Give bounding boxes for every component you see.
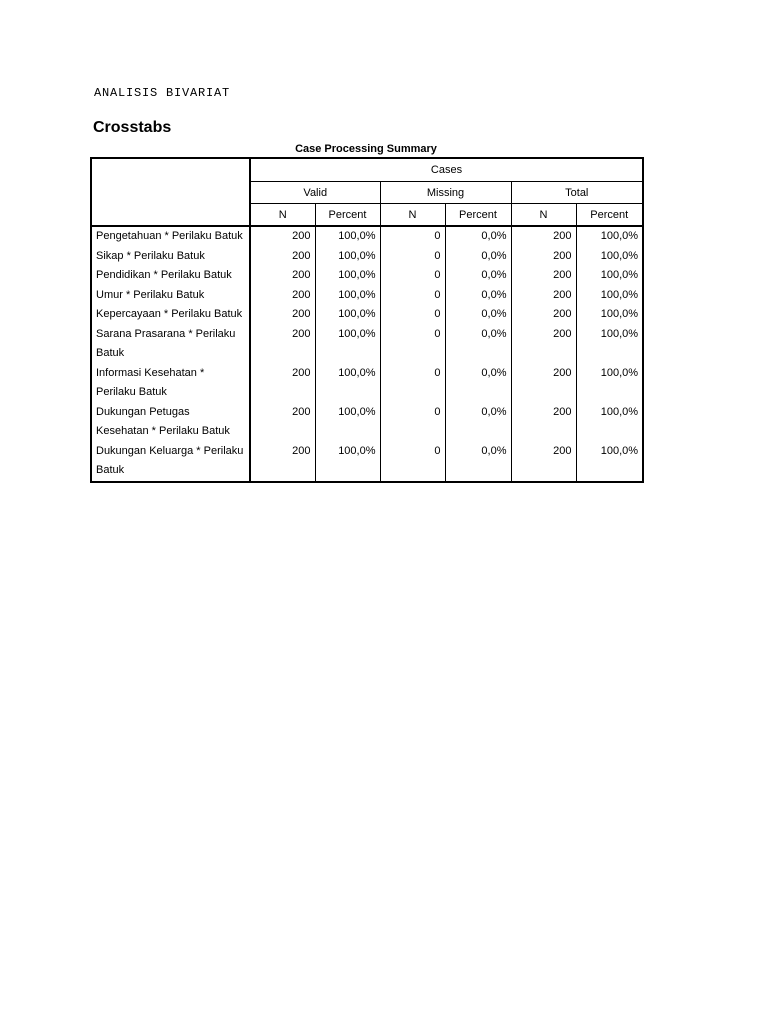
cell-total-n: 200 (511, 247, 576, 267)
section-title: Crosstabs (93, 119, 172, 136)
cell-missing-n: 0 (380, 247, 445, 267)
cell-valid-n: 200 (292, 366, 311, 379)
cell-valid-percent: 100,0% (315, 247, 380, 267)
row-label: Dukungan Keluarga * Perilaku Batuk (91, 442, 250, 482)
header-total: Total (511, 182, 643, 204)
cell-valid-n: 200 (292, 308, 311, 320)
cell-valid-percent: 100,0% (315, 442, 380, 482)
header-missing-percent: Percent (445, 204, 511, 227)
cell-valid-percent: 100,0% (315, 266, 380, 286)
cell-missing-percent: 0,0% (445, 266, 511, 286)
table-row (91, 403, 643, 442)
cell-missing-n: 0 (380, 325, 445, 364)
row-label: Pengetahuan * Perilaku Batuk (91, 226, 250, 247)
cell-total-n: 200 (511, 364, 576, 403)
header-total-n: N (511, 204, 576, 227)
table-body (91, 226, 643, 482)
cell-total-percent: 100,0% (576, 325, 643, 364)
cell-missing-n: 0 (380, 266, 445, 286)
cell-missing-n: 0 (380, 442, 445, 482)
cell-missing-percent: 0,0% (445, 226, 511, 247)
cell-total-n: 200 (511, 226, 576, 247)
cell-total-n: 200 (511, 325, 576, 364)
header-valid: Valid (250, 182, 380, 204)
cell-missing-percent: 0,0% (445, 305, 511, 325)
cell-total-percent: 100,0% (576, 266, 643, 286)
cell-missing-percent: 0,0% (445, 442, 511, 482)
cell-missing-percent: 0,0% (445, 364, 511, 403)
cell-missing-percent: 0,0% (445, 247, 511, 267)
table-row (91, 286, 643, 306)
cell-total-n: 200 (511, 305, 576, 325)
cell-valid-percent: 100,0% (315, 305, 380, 325)
header-total-percent: Percent (576, 204, 643, 227)
cell-total-n: 200 (511, 286, 576, 306)
cell-valid-percent: 100,0% (315, 403, 380, 442)
cell-valid-n: 200 (292, 230, 311, 242)
cell-missing-percent: 0,0% (445, 403, 511, 442)
header-corner-cell (91, 158, 250, 226)
cell-total-n: 200 (511, 266, 576, 286)
cell-valid-percent: 100,0% (315, 364, 380, 403)
cell-missing-n: 0 (380, 364, 445, 403)
cell-total-percent: 100,0% (576, 364, 643, 403)
cell-valid-percent: 100,0% (315, 286, 380, 306)
row-label: Dukungan Petugas Kesehatan * Perilaku Batuk (91, 403, 250, 442)
cell-missing-percent: 0,0% (445, 286, 511, 306)
cell-missing-percent: 0,0% (445, 325, 511, 364)
cell-missing-n: 0 (380, 403, 445, 442)
cell-total-percent: 100,0% (576, 226, 643, 247)
cell-valid-n: 200 (292, 269, 311, 281)
cell-total-n: 200 (511, 403, 576, 442)
table-title: Case Processing Summary (295, 143, 437, 155)
case-processing-summary-table (90, 157, 644, 483)
cell-total-percent: 100,0% (576, 403, 643, 442)
header-valid-n: N (250, 204, 315, 227)
row-label: Pendidikan * Perilaku Batuk (91, 266, 250, 286)
document-heading: ANALISIS BIVARIAT (94, 86, 231, 100)
cell-missing-n: 0 (380, 286, 445, 306)
cell-valid-n: 200 (292, 249, 311, 262)
table-row (91, 325, 643, 364)
header-missing-n: N (380, 204, 445, 227)
cell-valid-n: 200 (292, 405, 311, 418)
table-row (91, 442, 643, 482)
cell-valid-percent: 100,0% (315, 226, 380, 247)
row-label: Sarana Prasarana * Perilaku Batuk (91, 325, 250, 364)
cell-valid-n: 200 (292, 327, 311, 340)
table-row (91, 305, 643, 325)
header-cases: Cases (250, 158, 643, 182)
table-row (91, 266, 643, 286)
cell-valid-percent: 100,0% (315, 325, 380, 364)
cell-total-percent: 100,0% (576, 442, 643, 482)
row-label: Sikap * Perilaku Batuk (91, 247, 250, 267)
cell-total-n: 200 (511, 442, 576, 482)
header-missing: Missing (380, 182, 511, 204)
row-label: Informasi Kesehatan * Perilaku Batuk (91, 364, 250, 403)
cell-missing-n: 0 (380, 305, 445, 325)
row-label: Kepercayaan * Perilaku Batuk (91, 305, 250, 325)
cell-valid-n: 200 (292, 444, 311, 457)
cell-total-percent: 100,0% (576, 305, 643, 325)
table-row (91, 226, 643, 247)
cell-valid-n: 200 (292, 288, 311, 301)
cell-total-percent: 100,0% (576, 286, 643, 306)
header-valid-percent: Percent (315, 204, 380, 227)
cell-total-percent: 100,0% (576, 247, 643, 267)
row-label: Umur * Perilaku Batuk (91, 286, 250, 306)
table-row (91, 247, 643, 267)
table-row (91, 364, 643, 403)
cell-missing-n: 0 (380, 226, 445, 247)
